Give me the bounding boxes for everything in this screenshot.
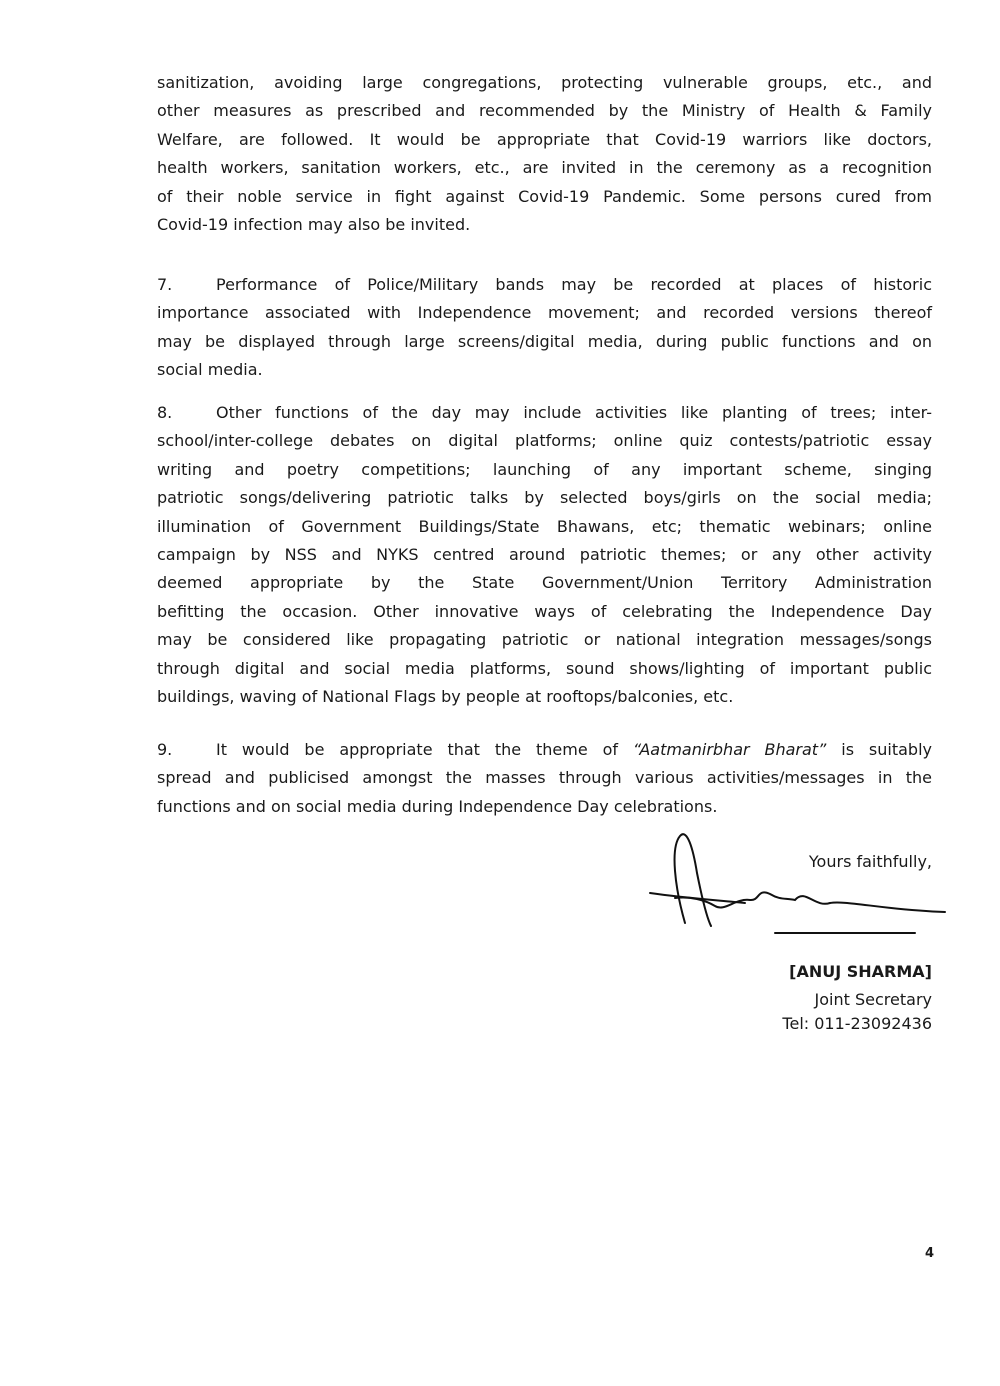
text-line: befitting the occasion. Other innovative ways of celebrating the Independence Day — [157, 601, 932, 621]
text-line: importance associated with Independence movement; and recorded versions thereof — [157, 303, 932, 323]
text-line: buildings, waving of National Flags by people at rooftops/balconies, etc. — [157, 686, 734, 706]
text-line: Covid-19 infection may also be invited. — [157, 214, 471, 234]
paragraph-number: 7. — [157, 275, 173, 294]
text-line: social media. — [157, 360, 263, 380]
signature — [645, 828, 950, 940]
text-line: illumination of Government Buildings/State Bhawans, etc; thematic webinars; online — [157, 516, 932, 536]
text-line: deemed appropriate by the State Government/Union Territory Administration — [157, 573, 932, 593]
closing: Yours faithfully, — [808, 852, 932, 871]
text-line: school/inter-college debates on digital platforms; online quiz contests/patriotic essay — [157, 431, 932, 451]
text-line: may be displayed through large screens/digital media, during public functions and on — [157, 331, 932, 351]
text-line: through digital and social media platforms, sound shows/lighting of important public — [157, 658, 932, 678]
text-line: other measures as prescribed and recommended by the Ministry of Health & Family — [157, 101, 932, 121]
paragraph-number: 8. — [157, 403, 173, 422]
text-line: functions and on social media during Independence Day celebrations. — [157, 796, 718, 816]
page-number: 4 — [925, 1246, 935, 1261]
text-line: campaign by NSS and NYKS centred around patriotic themes; or any other activity — [157, 544, 932, 564]
signatory-designation: Joint Secretary — [814, 990, 932, 1009]
paragraph-9 — [157, 736, 932, 821]
italic-phrase: “Aatmanirbhar Bharat” — [632, 740, 827, 759]
text-line: may be considered like propagating patriotic or national integration messages/songs — [157, 630, 932, 650]
text-line: writing and poetry competitions; launching of any important scheme, singing — [157, 459, 932, 479]
text-line: spread and publicised amongst the masses through various activities/messages in the — [157, 768, 932, 788]
text-line: of their noble service in fight against Covid-19 Pandemic. Some persons cured from — [157, 186, 932, 206]
text-line: Other functions of the day may include activities like planting of trees; inter- — [216, 403, 932, 422]
text-line: Performance of Police/Military bands may be recorded at places of historic — [216, 275, 932, 294]
paragraph-8 — [157, 399, 932, 711]
text-line — [157, 736, 932, 764]
paragraph — [157, 69, 932, 239]
text-line: patriotic songs/delivering patriotic talks by selected boys/girls on the social media; — [157, 488, 932, 508]
text-line: Welfare, are followed. It would be appropriate that Covid-19 warriors like doctors, — [157, 129, 932, 149]
text-segment: is suitably — [826, 740, 932, 759]
signatory-name: [ANUJ SHARMA] — [789, 962, 932, 981]
paragraph-7 — [157, 271, 932, 385]
text-line: health workers, sanitation workers, etc., are invited in the ceremony as a recognition — [157, 158, 932, 178]
signatory-tel: Tel: 011-23092436 — [782, 1014, 932, 1033]
paragraph-number: 9. — [157, 740, 173, 759]
text-segment: It would be appropriate that the theme of — [216, 740, 633, 759]
text-line: sanitization, avoiding large congregations, protecting vulnerable groups, etc., and — [157, 73, 932, 92]
